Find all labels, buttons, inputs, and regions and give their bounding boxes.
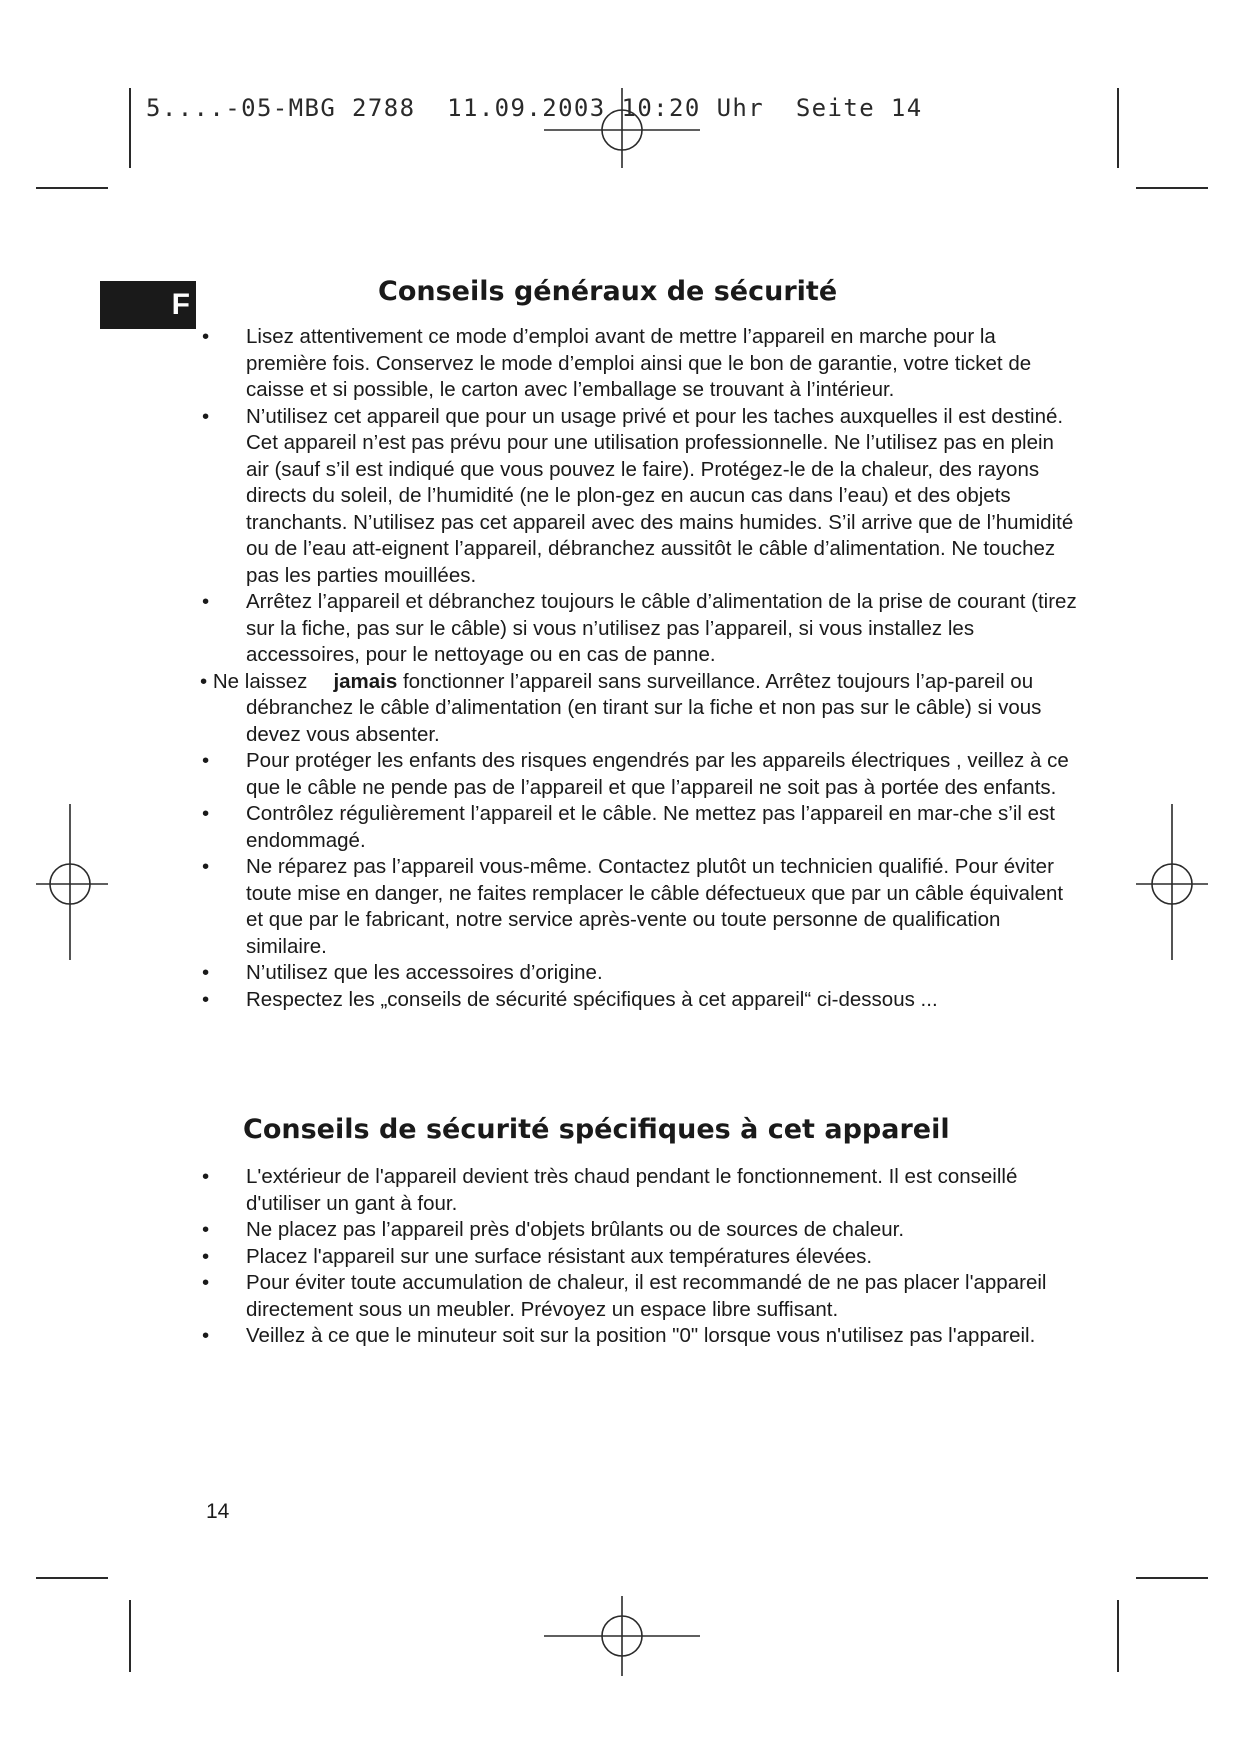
list-item: • N’utilisez que les accessoires d’origine.: [200, 960, 1080, 987]
list-item: • Contrôlez régulièrement l’appareil et le câble. Ne mettez pas l’appareil en mar-che s’il est endommagé.: [202, 802, 1055, 852]
list-item: • Pour éviter toute accumulation de chaleur, il est recommandé de ne pas placer l'appareil directement sous un meubler. Prévoyez un espace libre suffisant.: [202, 1271, 1047, 1321]
list-item: • Lisez attentivement ce mode d’emploi avant de mettre l’appareil en marche pour la première fois. Conservez le mode d’emploi ainsi que le bon de garantie, votre ticket de caisse et si possible, le carton avec l’emballage se trouvant à l’intérieur.: [202, 325, 1032, 401]
bullet: •: [202, 1271, 210, 1294]
bullet: •: [202, 1165, 210, 1188]
list-item: • N’utilisez cet appareil que pour un usage privé et pour les taches auxquelles il est destiné. Cet appareil n’est pas prévu pour une utilisation professionnelle. Ne l’utilisez pas en plein air (sauf s’il est indiqué que vous pouvez le faire). Protégez-le de la chaleur, des rayons directs du soleil, de l’humidité (ne le plon-gez en aucun cas dans l’eau) et des objets tranchants. N’utilisez pas cet appareil avec des mains humides. S’il arrive que de l’humidité ou de l’eau att-eignent l’appareil, débranchez aussitôt le câble d’alimentation. Ne touchez pas les parties mouillées.: [202, 404, 1074, 587]
list-item: • Respectez les „conseils de sécurité spécifiques à cet appareil“ ci-dessous ...: [200, 987, 1080, 1014]
general-safety-list: [200, 324, 1080, 1013]
list-item: • Veillez à ce que le minuteur soit sur la position "0" lorsque vous n'utilisez pas l'appareil.: [200, 1323, 1080, 1350]
section-title-general-safety: Conseils généraux de sécurité: [378, 276, 838, 307]
list-item: • Placez l'appareil sur une surface résistant aux températures élevées.: [200, 1244, 1080, 1271]
section-title-specific-safety: Conseils de sécurité spécifiques à cet appareil: [243, 1114, 950, 1145]
bullet: •: [202, 325, 210, 348]
list-item: • Ne placez pas l’appareil près d'objets brûlants ou de sources de chaleur.: [200, 1217, 1080, 1244]
bullet: •: [202, 961, 210, 984]
emphasis-keyword: jamais: [333, 669, 398, 693]
language-tab: F: [100, 281, 196, 329]
bullet: •: [202, 1324, 210, 1347]
bullet: •: [202, 987, 210, 1011]
specific-safety-list: [200, 1164, 1080, 1350]
list-item: • Ne laissez jamais fonctionner l’appareil sans surveillance. Arrêtez toujours l’ap-pareil ou débranchez le câble d’alimentation (en tirant sur la fiche et non pas sur le câble) si vous devez vous absenter.: [200, 669, 1042, 746]
page-number: 14: [206, 1500, 230, 1523]
list-item: • Arrêtez l’appareil et débranchez toujours le câble d’alimentation de la prise de courant (tirez sur la fiche, pas sur le câble) si vous n’utilisez pas l’appareil, si vous installez les accessoires, pour le nettoyage ou en cas de panne.: [202, 590, 1077, 666]
list-item: • L'extérieur de l'appareil devient très chaud pendant le fonctionnement. Il est conseillé d'utiliser un gant à four.: [202, 1165, 1018, 1215]
bullet: •: [202, 590, 210, 613]
bullet: •: [202, 802, 210, 825]
bullet: •: [202, 749, 210, 772]
bullet: •: [202, 1218, 210, 1241]
bullet: •: [202, 404, 210, 428]
registration-mark-bottom: [544, 1596, 700, 1676]
bullet: •: [202, 855, 210, 878]
print-slug-line: 5....-05-MBG 2788 11.09.2003 10:20 Uhr Seite 14: [146, 94, 923, 122]
list-item: • Pour protéger les enfants des risques engendrés par les appareils électriques , veillez à ce que le câble ne pende pas de l’appareil et que l’appareil ne soit pas à portée des enfants.: [202, 749, 1069, 799]
bullet: •: [202, 1244, 210, 1268]
registration-mark-left: [36, 804, 108, 960]
list-item: • Ne réparez pas l’appareil vous-même. Contactez plutôt un technicien qualifié. Pour éviter toute mise en danger, ne faites remplacer le câble défectueux que par un câble équivalent et que par le fabricant, notre service après-vente ou toute personne de qualification similaire.: [202, 855, 1064, 958]
registration-mark-right: [1136, 804, 1208, 960]
